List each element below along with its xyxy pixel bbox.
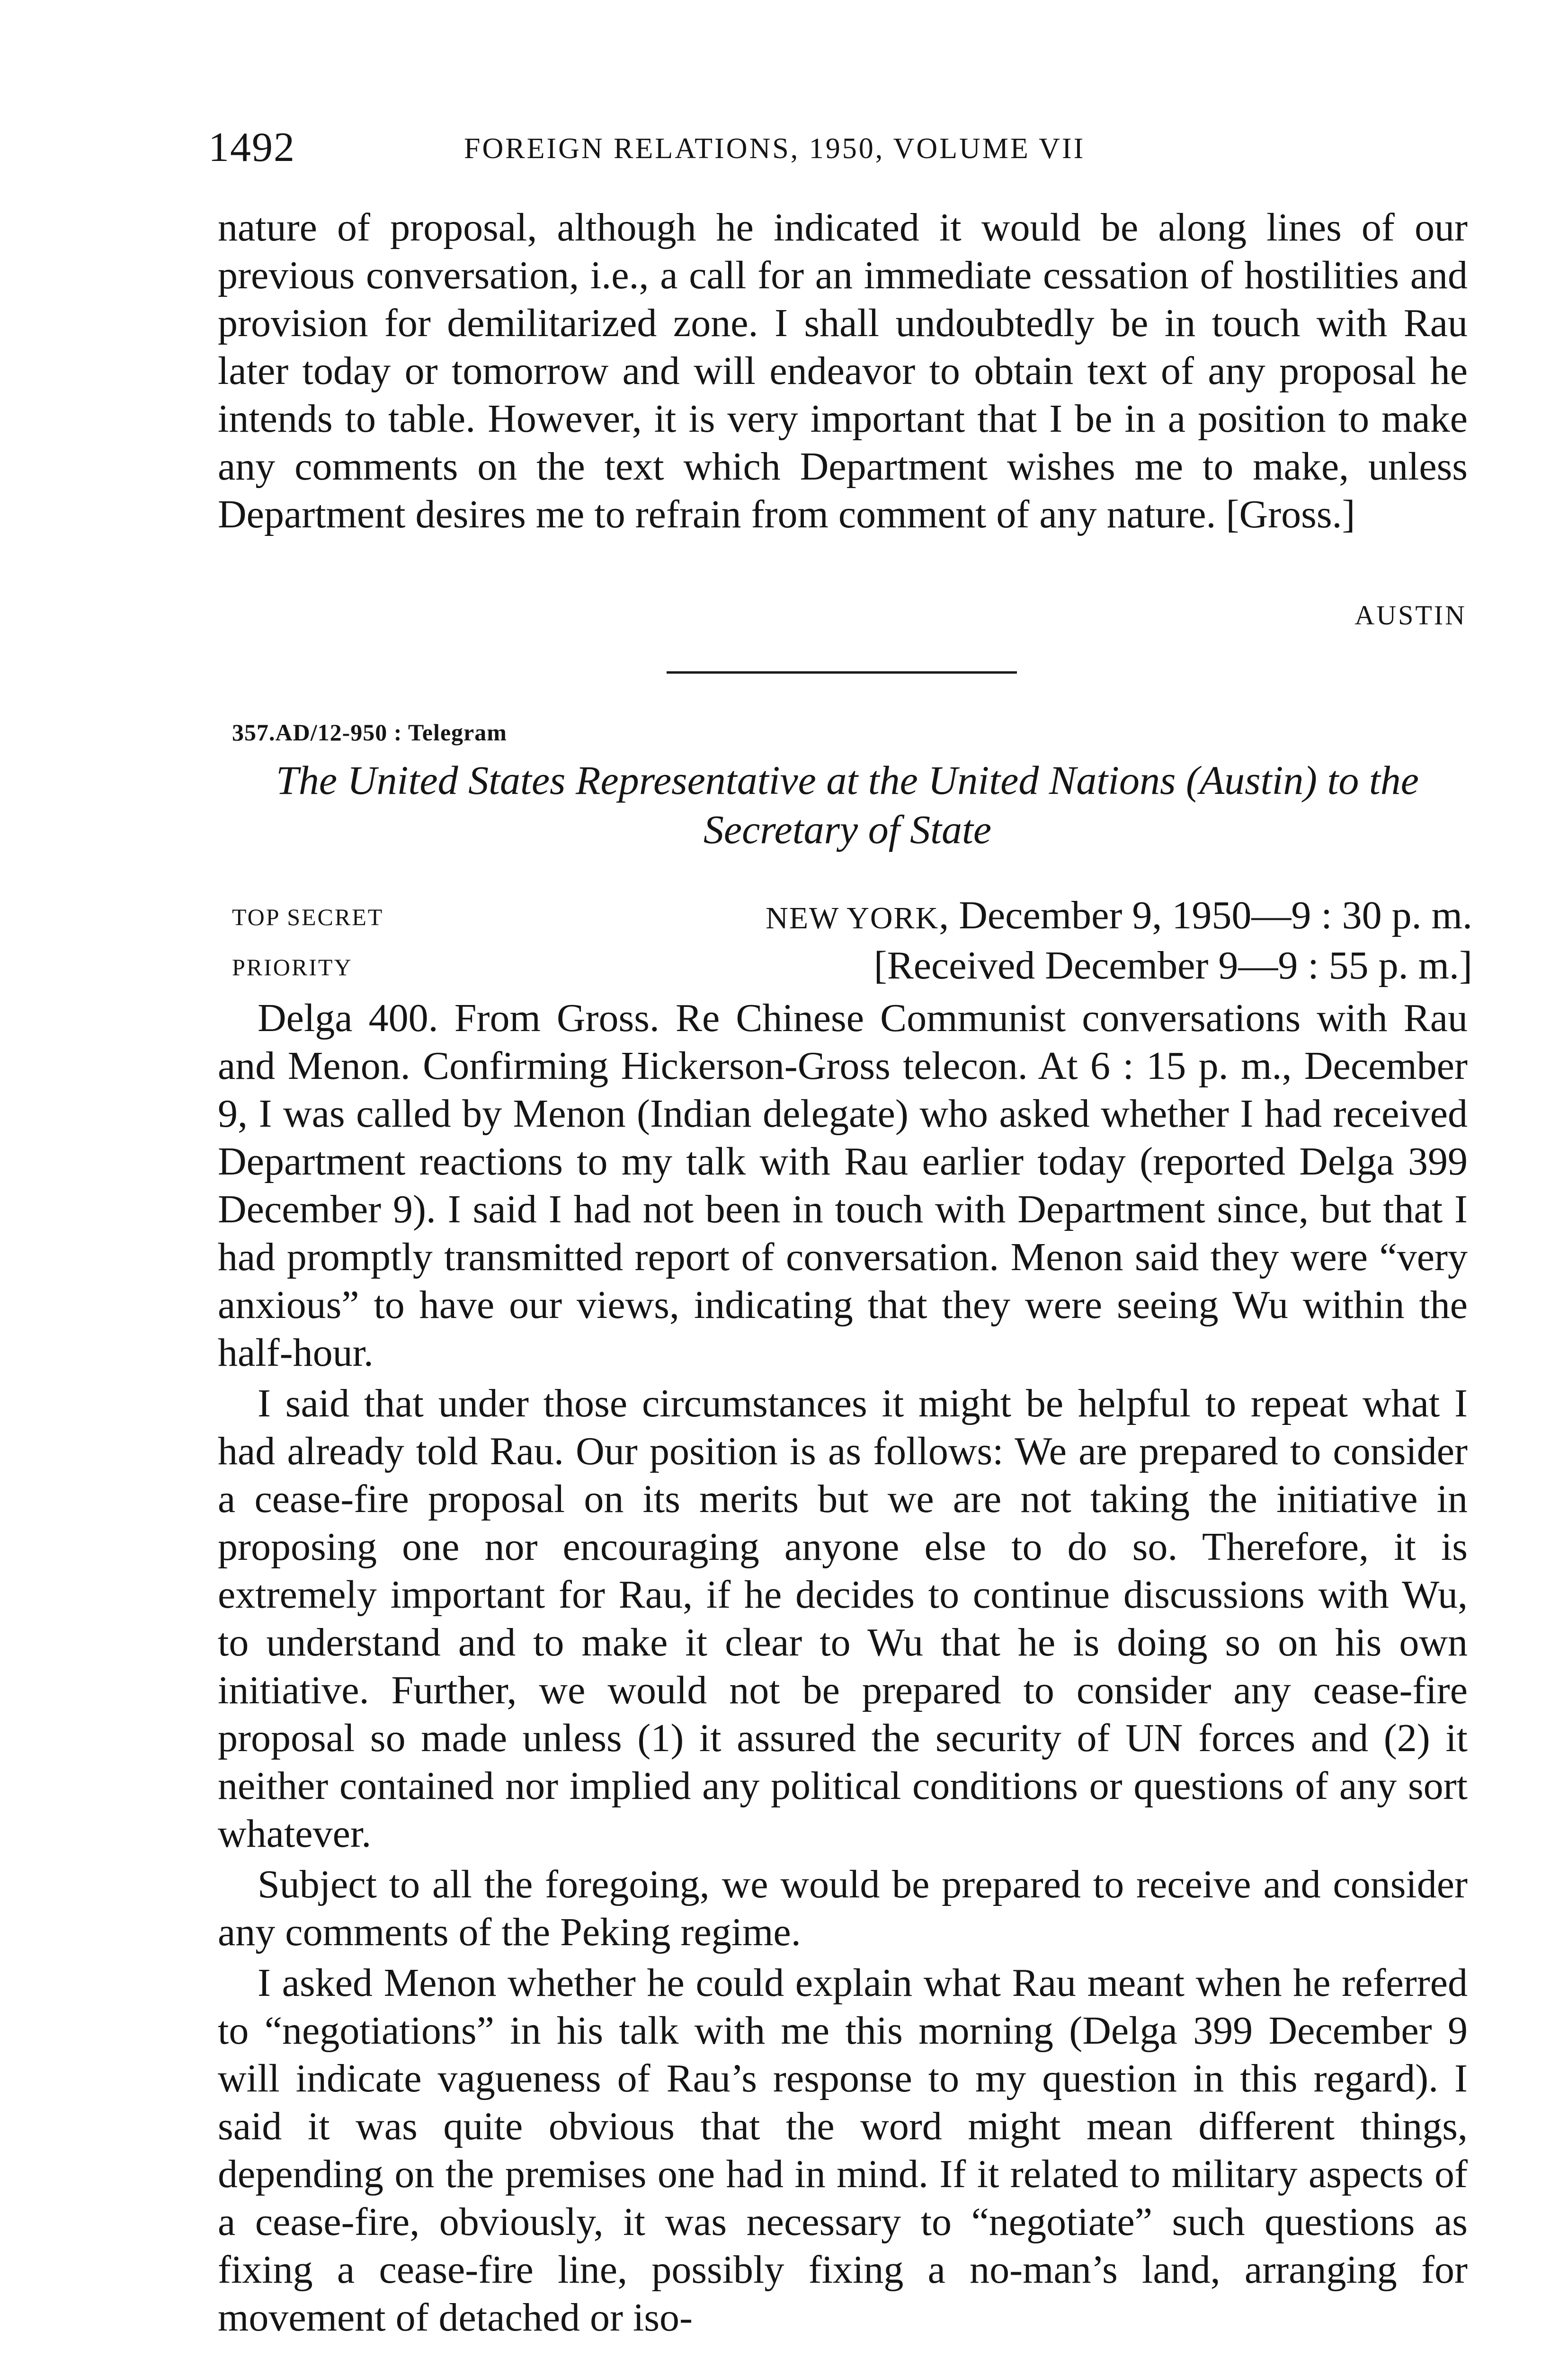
body-paragraph: I asked Menon whether he could explain what Rau meant when he referred to “negotiations” in his talk with me this morning (Delga 399 December 9 will indicate vagueness of Rau’s response to my question in this regard). I said it was quite obvious that the word might mean different things, depending on the premises one had in mind. If it related to military aspects of a cease-fire, obviously, it was necessary to “negotiate” such questions as fixing a cease-fire line, possibly fixing a no-man’s land, arranging for movement of detached or iso- (218, 1961, 1468, 2340)
classification: TOP SECRET (232, 904, 384, 930)
dateline (766, 892, 1472, 942)
body-paragraph: Subject to all the foregoing, we would be prepared to receive and consider any comments of the Peking regime. (218, 1862, 1468, 1954)
continued-paragraph: nature of proposal, although he indicated it would be along lines of our previous conversation, i.e., a call for an immediate cessation of hostilities and provision for demilitarized zone. I shall undoubtedly be in touch with Rau later today or tomorrow and will endeavor to obtain text of any proposal he intends to table. However, it is very important that I be in a position to make any comments on the text which Department wishes me to make, unless Department desires me to refrain from comment of any nature. [Gross.] (218, 205, 1468, 536)
document-title: The United States Representative at the United Nations (Austin) to the Secretary of State (276, 757, 1419, 852)
signature: AUSTIN (1354, 600, 1467, 631)
dateline-date: , December 9, 1950—9 : 30 p. m. (939, 893, 1472, 937)
received-time: [Received December 9—9 : 55 p. m.] (873, 943, 1472, 988)
file-reference: 357.AD/12-950 : Telegram (232, 719, 507, 746)
running-head: FOREIGN RELATIONS, 1950, VOLUME VII (464, 133, 1086, 165)
continued-text (218, 204, 1468, 538)
received-row (232, 942, 1472, 989)
body-paragraph: I said that under those circumstances it might be helpful to repeat what I had already told Rau. Our position is as follows: We are prepared to consider a cease-fire proposal on its merits but we are not taking the initiative in proposing one nor encouraging anyone else to do so. Therefore, it is extremely important for Rau, if he decides to continue discussions with Wu, to understand and to make it clear to Wu that he is doing so on his own initiative. Further, we would not be prepared to consider any cease-fire proposal so made unless (1) it assured the security of UN forces and (2) it neither contained nor implied any political conditions or questions of any sort whatever. (218, 1381, 1468, 1856)
body-paragraph: Delga 400. From Gross. Re Chinese Communist conversations with Rau and Menon. Confirming Hickerson-Gross telecon. At 6 : 15 p. m., December 9, I was called by Menon (Indian delegate) who asked whether I had received Department reactions to my talk with Rau earlier today (reported Delga 399 December 9). I said I had not been in touch with Department since, but that I had promptly transmitted report of conversation. Menon said they were “very anxious” to have our views, indicating that they were seeing Wu within the half-hour. (218, 996, 1468, 1375)
dateline-place: NEW YORK (766, 901, 939, 935)
section-divider (667, 671, 1017, 674)
telegram-body (218, 994, 1468, 2344)
precedence: PRIORITY (232, 954, 353, 980)
page-number: 1492 (208, 125, 295, 170)
dateline-row (232, 892, 1472, 939)
page-header (208, 124, 1487, 176)
